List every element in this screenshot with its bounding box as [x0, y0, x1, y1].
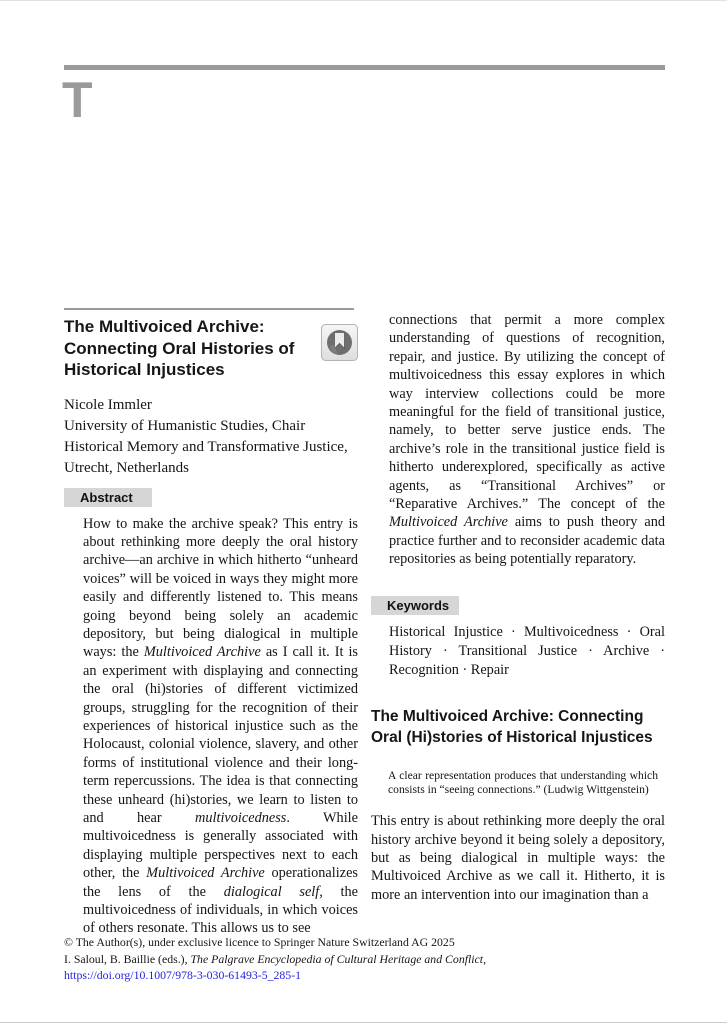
abstract-label-text: Abstract [80, 489, 133, 505]
abstract-paragraph-left: How to make the archive speak? This entry is about rethinking more deeply the oral history archive—an archive in which hitherto “unheard voices” will be voiced in ways they might more easily and differently listened to. This means going beyond being solely an academic depository, but being dialogical in multiple ways: the Multivoiced Archive as I call it. It is an experiment with displaying and connecting the oral (hi)stories of different victimized groups, struggling for the recognition of their experiences of historical injustice such as the Holocaust, colonial violence, slavery, and other forms of institutional violence and their long-term repercussions. The idea is that connecting these unheard (hi)stories, we learn to listen to and hear multivoicedness. While multivoicedness is generally associated with displaying multiple perspectives next to each other, the Multivoiced Archive operationalizes the lens of the dialogical self, the multivoicedness of individuals, in which voices of others resonate. This allows us to see [83, 515, 359, 937]
section-heading: The Multivoiced Archive: Connecting Oral (Hi)stories of Historical Injustices [371, 707, 653, 747]
keywords-label-text: Keywords [387, 597, 450, 613]
epigraph-quote: A clear representation produces that understanding which consists in “seeing connections.” (Ludwig Wittgenstein) [388, 768, 658, 797]
keywords-label [371, 596, 459, 615]
author-name: Nicole Immler [64, 396, 152, 413]
author-affiliation: University of Humanistic Studies, Chair Historical Memory and Transformative Justice, Utrecht, Netherlands [64, 417, 348, 476]
article-title: The Multivoiced Archive: Connecting Oral Histories of Historical Injustices [64, 317, 295, 379]
title-rule [64, 308, 354, 310]
chapter-divider-rule [64, 65, 665, 70]
copyright-line: © The Author(s), under exclusive licence to Springer Nature Switzerland AG 2025 [64, 935, 455, 949]
title-block [64, 316, 358, 381]
keywords-list: Historical Injustice · Multivoicedness · Oral History · Transitional Justice · Archive · Recognition · Repair [389, 623, 665, 679]
abstract-label [64, 488, 152, 507]
doi-link[interactable]: https://doi.org/10.1007/978-3-030-61493-5_285-1 [64, 968, 302, 983]
citation-line: I. Saloul, B. Baillie (eds.), The Palgrave Encyclopedia of Cultural Heritage and Conflict, [64, 951, 487, 966]
chapter-initial-letter: T [62, 72, 93, 128]
left-column [64, 308, 358, 938]
body-paragraph: This entry is about rethinking more deeply the oral history archive beyond it being solely a depository, but as being dialogical in multiple ways: the Multivoiced Archive as we call it. Hitherto, it is more an intervention into our imagination than a [371, 813, 665, 903]
page-footer [64, 934, 664, 984]
abstract-paragraph-right: connections that permit a more complex understanding of questions of recognition, repair, and justice. By utilizing the concept of multivoicedness this essay explores in which way interview collections could be more meaningful for the field of transitional justice, namely, to better serve justice ends. The archive’s role in the transitional justice field is hitherto underexplored, specifically as active agents, as “Transitional Archives” or “Reparative Archives.” The concept of the Multivoiced Archive aims to push theory and practice further and to reconsider academic data repositories as being potentially reparatory. [389, 312, 665, 568]
right-column [371, 311, 665, 904]
bookmark-badge-icon[interactable] [321, 324, 358, 361]
